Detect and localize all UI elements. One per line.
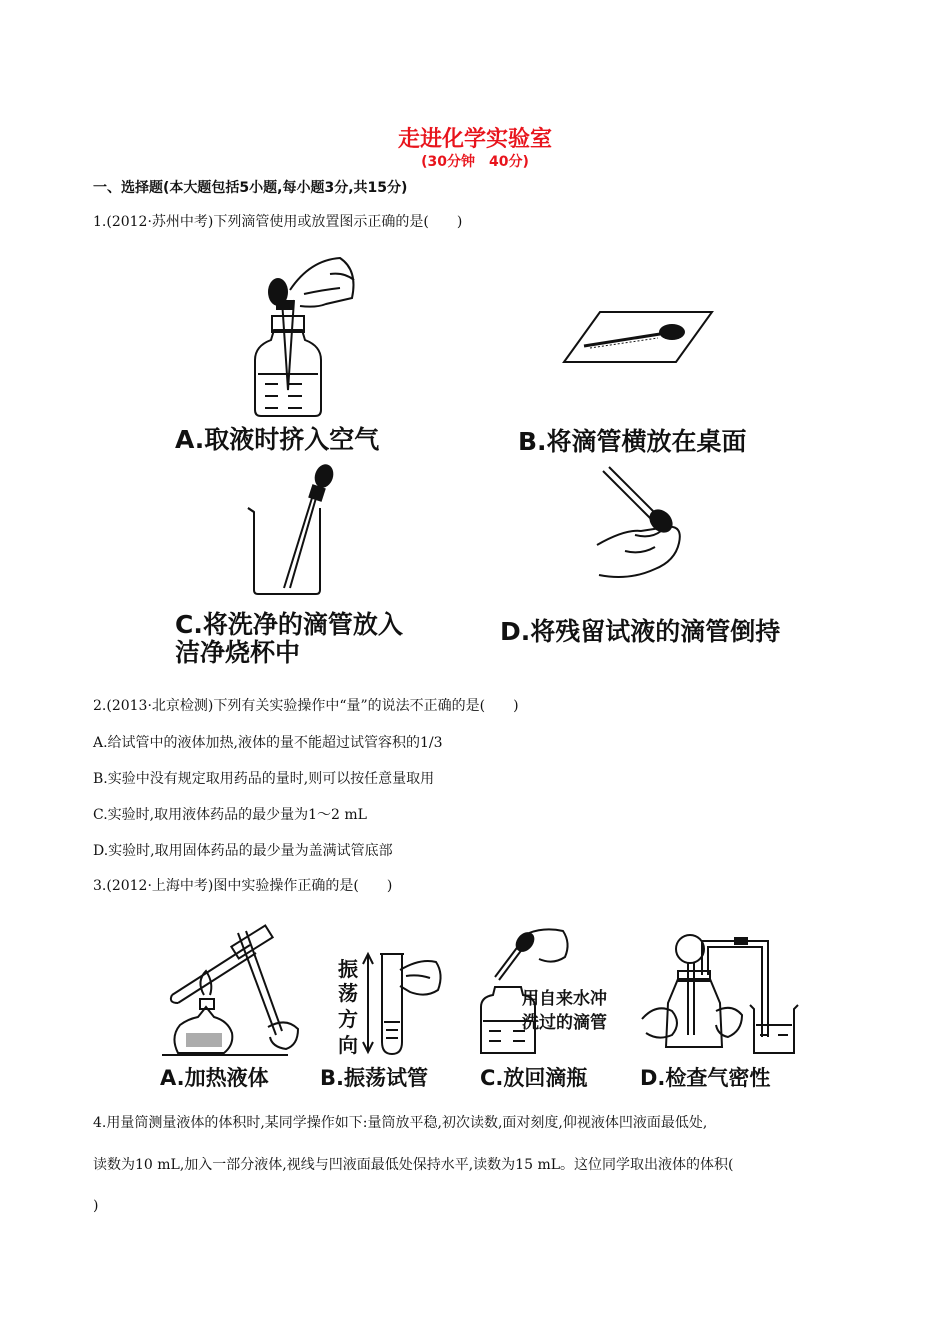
page-title: 走进化学实验室	[397, 127, 552, 152]
shake-label-3: 方	[338, 1007, 358, 1031]
q1-option-a: A.取液时挤入空气	[175, 425, 380, 454]
page-subtitle: (30分钟 40分)	[421, 154, 529, 170]
shake-label-2: 荡	[338, 981, 358, 1005]
q1-option-b: B.将滴管横放在桌面	[518, 427, 747, 456]
question-2-stem: 2.(2013·北京检测)下列有关实验操作中“量”的说法不正确的是( )	[93, 698, 519, 714]
q3-dropper-note-line2: 洗过的滴管	[522, 1013, 607, 1033]
shake-label-1: 振	[338, 957, 358, 981]
question-4-line1: 4.用量筒测量液体的体积时,某同学操作如下:量筒放平稳,初次读数,面对刻度,仰视液体凹液面最低处,	[93, 1115, 708, 1131]
q3-figure-d	[638, 925, 798, 1060]
q3-figure-a	[158, 925, 308, 1060]
q2-choice-b: B.实验中没有规定取用药品的量时,则可以按任意量取用	[93, 771, 435, 787]
q2-choice-c: C.实验时,取用液体药品的最少量为1～2 mL	[93, 807, 367, 823]
shake-label-4: 向	[338, 1033, 358, 1057]
q3-option-b: B.振荡试管	[320, 1066, 428, 1090]
q3-option-c: C.放回滴瓶	[480, 1066, 588, 1090]
question-4-line2: 读数为10 mL,加入一部分液体,视线与凹液面最低处保持水平,读数为15 mL。这位同学取出液体的体积(	[93, 1157, 734, 1173]
q3-option-a: A.加热液体	[160, 1066, 269, 1090]
question-3-stem: 3.(2012·上海中考)图中实验操作正确的是( )	[93, 878, 393, 894]
q1-option-c-line2: 洁净烧杯中	[175, 638, 301, 667]
q3-dropper-note-line1: 用自来水冲	[522, 989, 607, 1009]
q3-option-d: D.检查气密性	[640, 1066, 771, 1090]
question-1-stem: 1.(2012·苏州中考)下列滴管使用或放置图示正确的是( )	[93, 214, 463, 230]
question-4-line3: )	[93, 1198, 99, 1214]
q1-figure-b	[560, 310, 715, 365]
q2-choice-d: D.实验时,取用固体药品的最少量为盖满试管底部	[93, 843, 393, 859]
q1-figure-d	[595, 465, 715, 585]
q1-figure-a	[230, 250, 370, 420]
q1-option-d: D.将残留试液的滴管倒持	[500, 617, 781, 646]
q1-option-c-line1: C.将洗净的滴管放入	[175, 610, 403, 639]
q2-choice-a: A.给试管中的液体加热,液体的量不能超过试管容积的1/3	[93, 735, 443, 751]
q1-figure-c	[240, 468, 340, 598]
section-heading: 一、选择题(本大题包括5小题,每小题3分,共15分)	[93, 180, 408, 196]
q3-figure-b	[360, 950, 450, 1060]
